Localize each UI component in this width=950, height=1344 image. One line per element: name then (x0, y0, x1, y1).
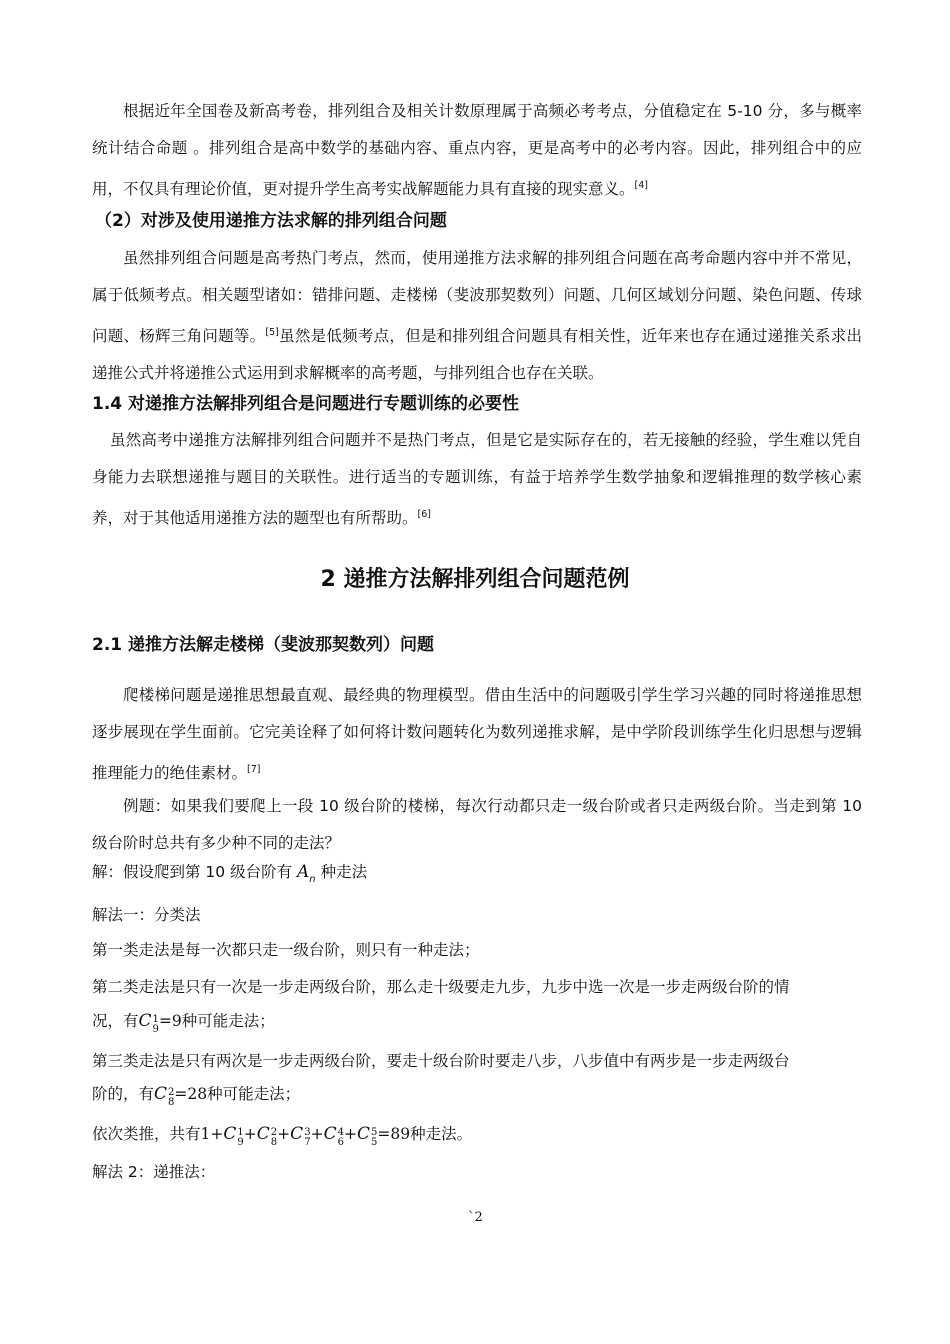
method-1-heading: 解法一：分类法 (92, 906, 201, 924)
paragraph-stairs-model: 爬楼梯问题是递推思想最直观、最经典的物理模型。借由生活中的问题吸引学生学习兴趣的同时将递推思想逐步展现在学生面前。它完美诠释了如何将计数问题转化为数列递推求解，是中学阶段训练学生化归思想与逻辑推理能力的绝佳素材。[7] (92, 686, 862, 782)
chapter-title-2: 2 递推方法解排列组合问题范例 (320, 567, 630, 592)
case-2-line-1: 第二类走法是只有一次是一步走两级台阶，那么走十级要走九步，九步中选一次是一步走两级台阶的情 (92, 978, 790, 996)
method-2-heading: 解法 2：递推法： (92, 1163, 216, 1181)
case-3-line-1: 第三类走法是只有两次是一步走两级台阶，要走十级台阶时要走八步，八步值中有两步是一步走两级台 (92, 1052, 790, 1070)
paragraph-example: 例题：如果我们要爬上一段 10 级台阶的楼梯，每次行动都只走一级台阶或者只走两级台阶。当走到第 10 级台阶时总共有多少种不同的走法？ (92, 797, 862, 852)
citation-6: [6] (417, 509, 431, 520)
paragraph-necessity: 虽然高考中递推方法解排列组合问题并不是热门考点，但是它是实际存在的，若无接触的经验，学生难以凭自身能力去联想递推与题目的关联性。进行适当的专题训练，有益于培养学生数学抽象和逻辑推理的数学核心素养，对于其他适用递推方法的题型也有所帮助。[6] (92, 431, 862, 527)
paragraph-high-frequency: 根据近年全国卷及新高考卷，排列组合及相关计数原理属于高频必考考点，分值稳定在 5-10 分，多与概率统计结合命题 。排列组合是高中数学的基础内容、重点内容，更是高考中的必考内容。因此，排列组合中的应用，不仅具有理论价值，更对提升学生高考实战解题能力具有直接的现实意义。[4] (92, 102, 862, 198)
case-summary: 依次类推，共有1+C 1 9 +C 2 8 +C 3 7 +C 4 6 +C 5 5 =89种走法。 (92, 1124, 473, 1148)
combination-c6-4: C 4 6 (323, 1124, 344, 1148)
case-2-line-2: 况，有C 1 9 =9种可能走法； (92, 1011, 275, 1035)
subheading-recursion-problems: （2）对涉及使用递推方法求解的排列组合问题 (95, 211, 447, 231)
combination-c8-2: C 2 8 (154, 1084, 175, 1108)
combination-c9-1: C 1 9 (223, 1124, 244, 1148)
citation-5: [5] (265, 327, 279, 338)
case-3-line-2: 阶的，有C 2 8 =28种可能走法； (92, 1084, 301, 1108)
citation-7: [7] (247, 764, 261, 775)
sequence-a-subscript: n (309, 874, 316, 885)
section-heading-1-4: 1.4 对递推方法解排列组合是问题进行专题训练的必要性 (92, 394, 520, 414)
section-heading-2-1: 2.1 递推方法解走楼梯（斐波那契数列）问题 (92, 635, 435, 655)
case-1: 第一类走法是每一次都只走一级台阶，则只有一种走法； (92, 941, 480, 959)
combination-c9-1: C 1 9 (138, 1011, 159, 1035)
combination-c7-3: C 3 7 (290, 1124, 311, 1148)
citation-4: [4] (634, 180, 648, 191)
combination-c5-5: C 5 5 (356, 1124, 378, 1148)
sequence-a: A (297, 862, 310, 882)
page-number: `2 (468, 1210, 483, 1225)
solution-intro: 解：假设爬到第 10 级台阶有 $A_n$ 种走法 (92, 862, 368, 885)
combination-c8-2: C 2 8 (256, 1124, 278, 1148)
paragraph-low-frequency: 虽然排列组合问题是高考热门考点，然而，使用递推方法求解的排列组合问题在高考命题内容中并不常见，属于低频考点。相关题型诸如：错排问题、走楼梯（斐波那契数列）问题、几何区域划分问题、染色问题、传球问题、杨辉三角问题等。[5]虽然是低频考点，但是和排列组合问题具有相关性，近年来也存在通过递推关系求出递推公式并将递推公式运用到求解概率的高考题，与排列组合也存在关联。 (92, 249, 862, 382)
